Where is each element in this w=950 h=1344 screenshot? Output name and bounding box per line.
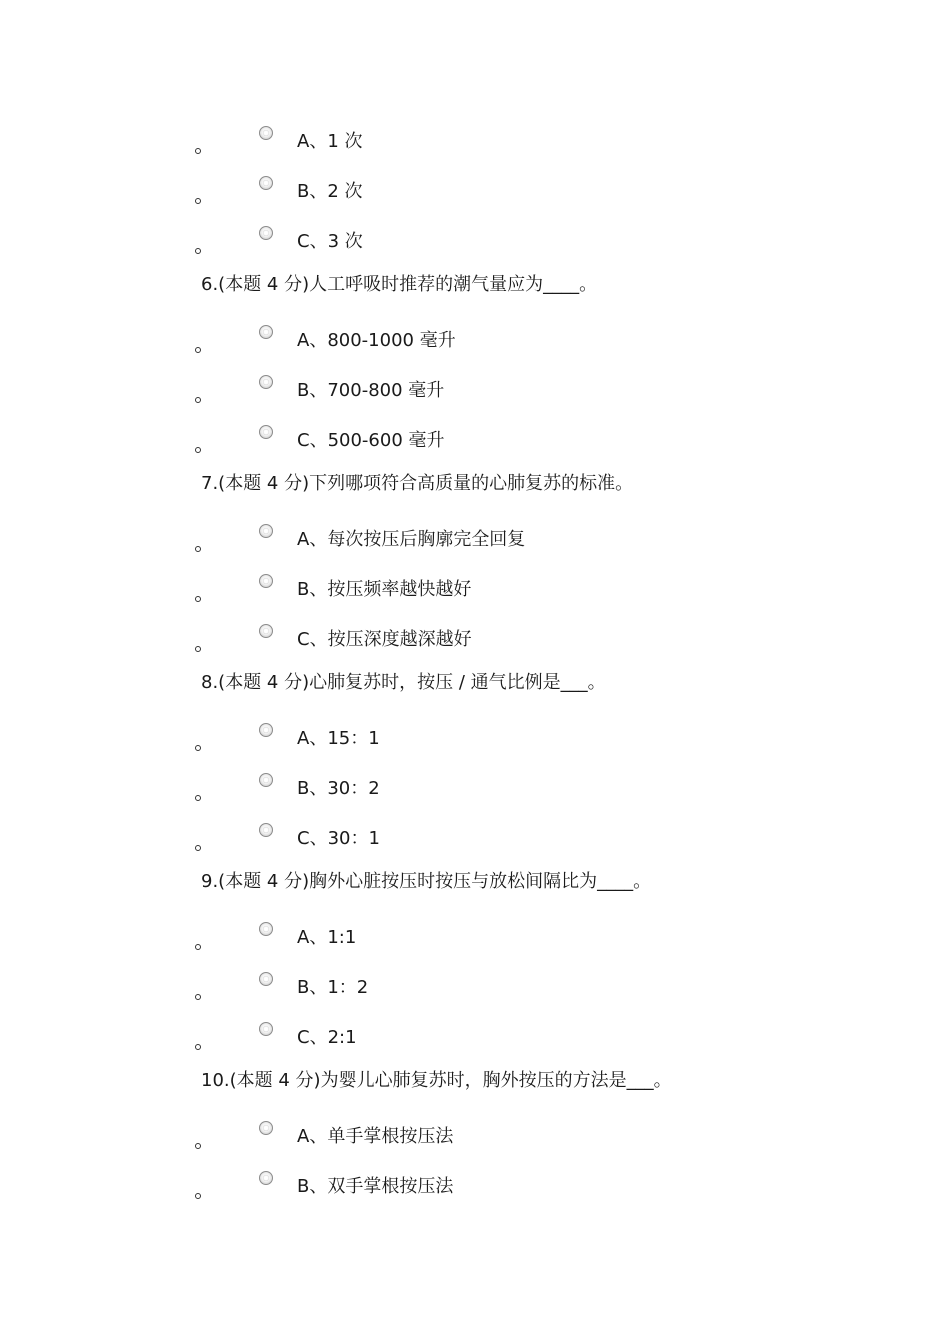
radio-button[interactable] — [259, 624, 273, 638]
question-9-text: 9.(本题 4 分)胸外心脏按压时按压与放松间隔比为____。 — [201, 871, 652, 892]
option-label: C、3 次 — [297, 231, 363, 252]
option-label: C、500-600 毫升 — [297, 430, 445, 451]
option-label: B、按压频率越快越好 — [297, 579, 472, 600]
radio-button[interactable] — [259, 922, 273, 936]
list-bullet-icon — [195, 795, 201, 801]
option-q7-c[interactable] — [0, 624, 950, 664]
list-bullet-icon — [195, 148, 201, 154]
option-label: A、800-1000 毫升 — [297, 330, 456, 351]
option-q9-b[interactable] — [0, 972, 950, 1012]
radio-button[interactable] — [259, 425, 273, 439]
option-q7-a[interactable] — [0, 524, 950, 564]
radio-button[interactable] — [259, 226, 273, 240]
list-bullet-icon — [195, 1044, 201, 1050]
radio-button[interactable] — [259, 823, 273, 837]
list-bullet-icon — [195, 198, 201, 204]
option-q9-a[interactable] — [0, 922, 950, 962]
option-label: C、2:1 — [297, 1027, 357, 1048]
option-label: A、15：1 — [297, 728, 380, 749]
option-q7-b[interactable] — [0, 574, 950, 614]
list-bullet-icon — [195, 745, 201, 751]
question-10-text: 10.(本题 4 分)为婴儿心肺复苏时，胸外按压的方法是___。 — [201, 1070, 672, 1091]
list-bullet-icon — [195, 646, 201, 652]
list-bullet-icon — [195, 248, 201, 254]
radio-button[interactable] — [259, 325, 273, 339]
option-q5-a[interactable] — [0, 126, 950, 166]
radio-button[interactable] — [259, 1171, 273, 1185]
option-label: B、30：2 — [297, 778, 380, 799]
list-bullet-icon — [195, 994, 201, 1000]
option-q8-b[interactable] — [0, 773, 950, 813]
option-q6-c[interactable] — [0, 425, 950, 465]
option-q5-b[interactable] — [0, 176, 950, 216]
question-8-text: 8.(本题 4 分)心肺复苏时，按压 / 通气比例是___。 — [201, 672, 606, 693]
option-q10-a[interactable] — [0, 1121, 950, 1161]
option-q10-b[interactable] — [0, 1171, 950, 1211]
radio-button[interactable] — [259, 176, 273, 190]
question-7-text: 7.(本题 4 分)下列哪项符合高质量的心肺复苏的标准。 — [201, 473, 634, 494]
option-label: C、30：1 — [297, 828, 380, 849]
list-bullet-icon — [195, 347, 201, 353]
radio-button[interactable] — [259, 972, 273, 986]
radio-button[interactable] — [259, 524, 273, 538]
radio-button[interactable] — [259, 723, 273, 737]
list-bullet-icon — [195, 944, 201, 950]
option-label: A、每次按压后胸廓完全回复 — [297, 529, 526, 550]
option-q9-c[interactable] — [0, 1022, 950, 1062]
option-q8-c[interactable] — [0, 823, 950, 863]
list-bullet-icon — [195, 397, 201, 403]
option-label: B、双手掌根按压法 — [297, 1176, 454, 1197]
radio-button[interactable] — [259, 1121, 273, 1135]
option-q6-b[interactable] — [0, 375, 950, 415]
question-6-text: 6.(本题 4 分)人工呼吸时推荐的潮气量应为____。 — [201, 274, 598, 295]
radio-button[interactable] — [259, 1022, 273, 1036]
option-label: C、按压深度越深越好 — [297, 629, 472, 650]
list-bullet-icon — [195, 1143, 201, 1149]
list-bullet-icon — [195, 447, 201, 453]
radio-button[interactable] — [259, 375, 273, 389]
list-bullet-icon — [195, 596, 201, 602]
option-label: B、1：2 — [297, 977, 369, 998]
option-label: B、700-800 毫升 — [297, 380, 445, 401]
radio-button[interactable] — [259, 773, 273, 787]
radio-button[interactable] — [259, 126, 273, 140]
option-label: A、1:1 — [297, 927, 357, 948]
radio-button[interactable] — [259, 574, 273, 588]
option-q5-c[interactable] — [0, 226, 950, 266]
option-q6-a[interactable] — [0, 325, 950, 365]
list-bullet-icon — [195, 1193, 201, 1199]
option-label: A、单手掌根按压法 — [297, 1126, 454, 1147]
list-bullet-icon — [195, 845, 201, 851]
list-bullet-icon — [195, 546, 201, 552]
option-label: A、1 次 — [297, 131, 363, 152]
option-label: B、2 次 — [297, 181, 363, 202]
option-q8-a[interactable] — [0, 723, 950, 763]
